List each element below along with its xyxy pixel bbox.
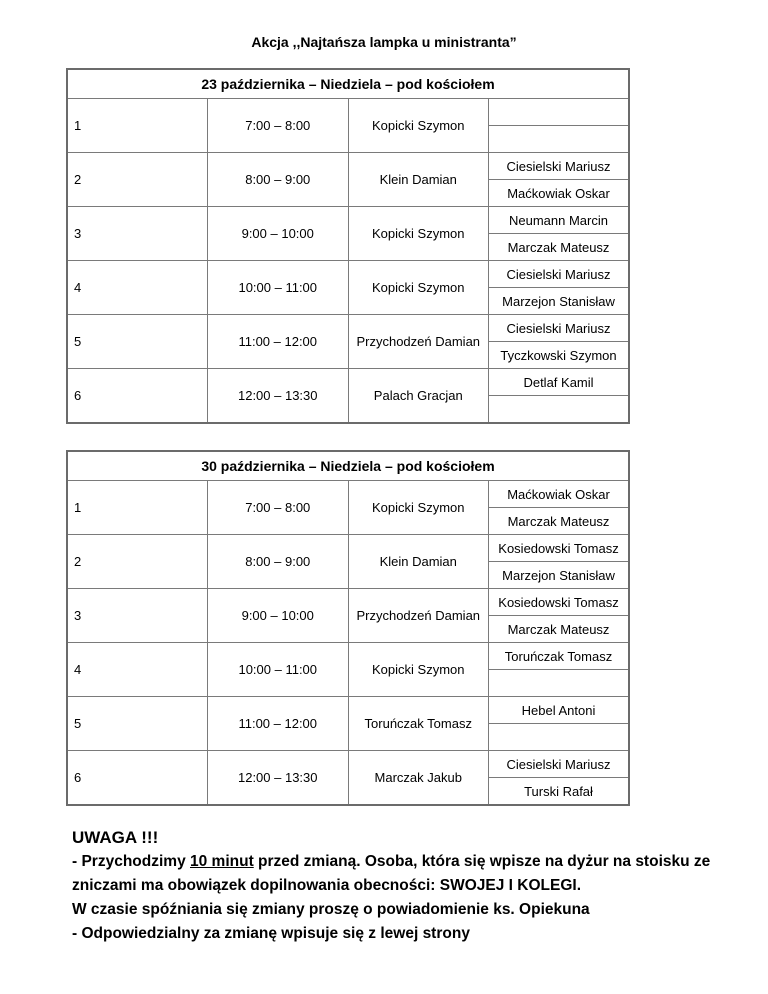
- shift-number: 2: [67, 535, 208, 589]
- shift-number: 4: [67, 261, 208, 315]
- helper-1: Toruńczak Tomasz: [489, 643, 630, 670]
- schedule-table-oct-30: [66, 450, 630, 806]
- helper-2: [489, 396, 630, 424]
- helper-1: [489, 99, 630, 126]
- shift-number: 5: [67, 697, 208, 751]
- shift-number: 6: [67, 369, 208, 424]
- shift-number: 3: [67, 589, 208, 643]
- table-row: [67, 153, 629, 180]
- table-row: [67, 589, 629, 616]
- responsible-person: Kopicki Szymon: [348, 207, 489, 261]
- responsible-person: Klein Damian: [348, 535, 489, 589]
- schedule-table-oct-23: [66, 68, 630, 424]
- notes-line-3: - Odpowiedzialny za zmianę wpisuje się z lewej strony: [72, 925, 470, 942]
- helper-1: Ciesielski Mariusz: [489, 751, 630, 778]
- shift-time: 12:00 – 13:30: [208, 751, 349, 806]
- table-row: [67, 261, 629, 288]
- shift-time: 9:00 – 10:00: [208, 207, 349, 261]
- notes-section: [72, 826, 722, 946]
- helper-2: Turski Rafał: [489, 778, 630, 806]
- responsible-person: Przychodzeń Damian: [348, 589, 489, 643]
- table-row: [67, 481, 629, 508]
- helper-1: Ciesielski Mariusz: [489, 315, 630, 342]
- responsible-person: Klein Damian: [348, 153, 489, 207]
- helper-2: [489, 670, 630, 697]
- responsible-person: Kopicki Szymon: [348, 643, 489, 697]
- helper-2: Marczak Mateusz: [489, 616, 630, 643]
- shift-time: 11:00 – 12:00: [208, 315, 349, 369]
- shift-number: 3: [67, 207, 208, 261]
- helper-1: Hebel Antoni: [489, 697, 630, 724]
- notes-line-2: W czasie spóźniania się zmiany proszę o powiadomienie ks. Opiekuna: [72, 901, 590, 918]
- notes-line-1: [72, 850, 722, 898]
- helper-2: Maćkowiak Oskar: [489, 180, 630, 207]
- shift-time: 11:00 – 12:00: [208, 697, 349, 751]
- notes-line-1-end: przed zmianą. Osoba, która się wpisze na dyżur na stoisku ze zniczami ma obowiązek dopilnowania obecności: SWOJEJ I KOLEGI.: [72, 853, 711, 894]
- helper-1: Kosiedowski Tomasz: [489, 535, 630, 562]
- table-header: 30 października – Niedziela – pod kościołem: [67, 451, 629, 481]
- helper-1: Ciesielski Mariusz: [489, 153, 630, 180]
- responsible-person: Kopicki Szymon: [348, 481, 489, 535]
- table-row: [67, 99, 629, 126]
- responsible-person: Marczak Jakub: [348, 751, 489, 806]
- helper-1: Kosiedowski Tomasz: [489, 589, 630, 616]
- helper-2: Marzejon Stanisław: [489, 562, 630, 589]
- responsible-person: Przychodzeń Damian: [348, 315, 489, 369]
- table-row: [67, 751, 629, 778]
- helper-2: Marzejon Stanisław: [489, 288, 630, 315]
- shift-time: 8:00 – 9:00: [208, 153, 349, 207]
- helper-2: Tyczkowski Szymon: [489, 342, 630, 369]
- table-row: [67, 369, 629, 396]
- shift-time: 10:00 – 11:00: [208, 261, 349, 315]
- responsible-person: Kopicki Szymon: [348, 261, 489, 315]
- helper-2: [489, 724, 630, 751]
- table-row: [67, 315, 629, 342]
- notes-heading: UWAGA !!!: [72, 828, 159, 847]
- shift-time: 8:00 – 9:00: [208, 535, 349, 589]
- table-row: [67, 697, 629, 724]
- shift-time: 12:00 – 13:30: [208, 369, 349, 424]
- responsible-person: Kopicki Szymon: [348, 99, 489, 153]
- table-row: [67, 207, 629, 234]
- table-row: [67, 643, 629, 670]
- helper-2: Marczak Mateusz: [489, 508, 630, 535]
- helper-2: [489, 126, 630, 153]
- shift-time: 10:00 – 11:00: [208, 643, 349, 697]
- helper-2: Marczak Mateusz: [489, 234, 630, 261]
- responsible-person: Palach Gracjan: [348, 369, 489, 424]
- shift-time: 7:00 – 8:00: [208, 481, 349, 535]
- responsible-person: Toruńczak Tomasz: [348, 697, 489, 751]
- document-title: Akcja ,,Najtańsza lampka u ministranta”: [251, 34, 517, 50]
- shift-number: 1: [67, 481, 208, 535]
- shift-number: 1: [67, 99, 208, 153]
- shift-number: 6: [67, 751, 208, 806]
- notes-underlined-time: 10 minut: [190, 853, 254, 870]
- helper-1: Neumann Marcin: [489, 207, 630, 234]
- shift-time: 7:00 – 8:00: [208, 99, 349, 153]
- notes-line-1-start: - Przychodzimy: [72, 853, 190, 870]
- table-row: [67, 535, 629, 562]
- shift-number: 4: [67, 643, 208, 697]
- helper-1: Maćkowiak Oskar: [489, 481, 630, 508]
- shift-number: 5: [67, 315, 208, 369]
- helper-1: Ciesielski Mariusz: [489, 261, 630, 288]
- table-header: 23 października – Niedziela – pod kościołem: [67, 69, 629, 99]
- helper-1: Detlaf Kamil: [489, 369, 630, 396]
- shift-time: 9:00 – 10:00: [208, 589, 349, 643]
- shift-number: 2: [67, 153, 208, 207]
